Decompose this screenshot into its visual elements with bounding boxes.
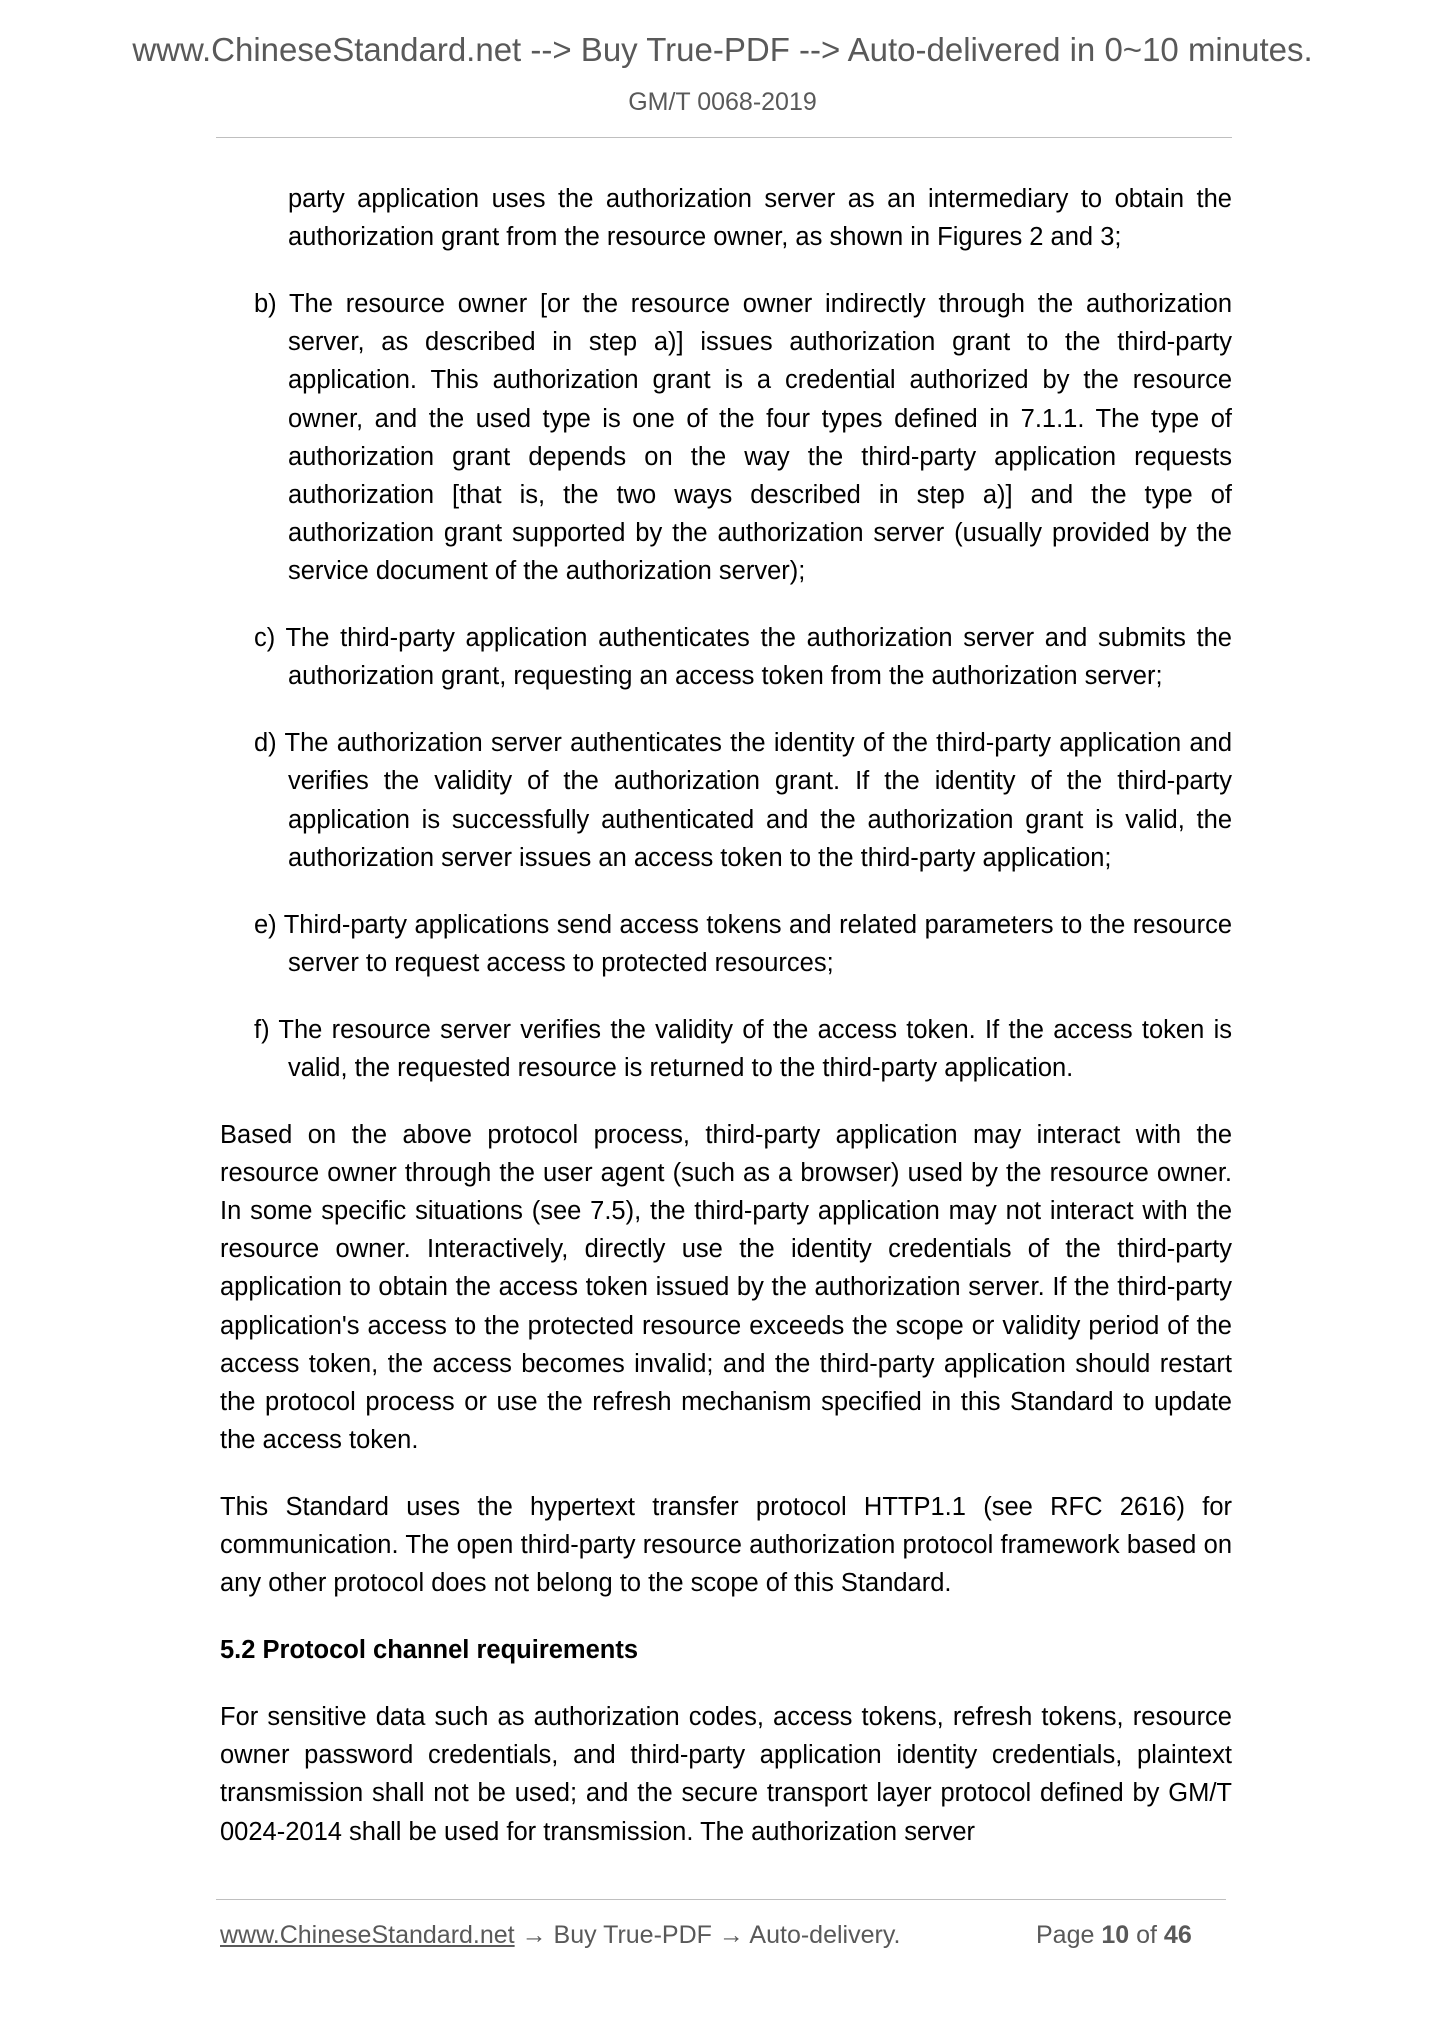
footer-divider [216,1899,1226,1900]
arrow-right-icon: → [514,1921,554,1949]
arrow-right-icon: → [711,1921,750,1949]
paragraph-channel-requirements: For sensitive data such as authorization codes, access tokens, refresh tokens, resource owner password credentials, and third-party application identity credentials, plaintext transmission shall not be used; and the secure transport layer protocol defined by GM/T 0024-2014 shall be used for transmission. The authorization server [220,1703,1232,1846]
list-item-a-continued: party application uses the authorization server as an intermediary to obtain the authorization grant from the resource owner, as shown in Figures 2 and 3; [288,185,1232,252]
page-indicator [1036,1918,1192,1952]
list-item-f: f) The resource server verifies the validity of the access token. If the access token is valid, the requested resource is returned to the third-party application. [254,1015,1232,1082]
list-item-b: b) The resource owner [or the resource owner indirectly through the authorization server, as described in step a)] issues authorization grant to the third-party application. This authorization grant is a credential authorized by the resource owner, and the used type is one of the four types defined in 7.1.1. The type of authorization grant depends on the way the third-party application requests authorization [that is, the two ways described in step a)] and the type of authorization grant supported by the authorization server (usually provided by the service document of the authorization server); [254,290,1232,586]
site-link[interactable]: www.ChineseStandard.net [220,1921,515,1949]
document-code: GM/T 0068-2019 [628,88,817,116]
buy-text: Buy True-PDF [553,1921,712,1949]
footer-links [220,1918,900,1952]
of-label: of [1136,1921,1157,1949]
page-total: 46 [1163,1921,1192,1949]
page-label: Page [1036,1921,1095,1949]
section-heading: 5.2 Protocol channel requirements [220,1636,639,1665]
page-number: 10 [1101,1921,1130,1949]
paragraph-protocol-process: Based on the above protocol process, third-party application may interact with the resource owner through the user agent (such as a browser) used by the resource owner. In some specific situations (see 7.5), the third-party application may not interact with the resource owner. Interactively, directly use the identity credentials of the third-party application to obtain the access token issued by the authorization server. If the third-party application's access to the protected resource exceeds the scope or validity period of the access token, the access becomes invalid; and the third-party application should restart the protocol process or use the refresh mechanism specified in this Standard to update the access token. [220,1120,1232,1455]
list-item-c: c) The third-party application authenticates the authorization server and submits the authorization grant, requesting an access token from the authorization server; [254,624,1232,691]
site-banner: www.ChineseStandard.net --> Buy True-PDF --> Auto-delivered in 0~10 minutes. [132,31,1313,68]
list-item-e: e) Third-party applications send access tokens and related parameters to the resource server to request access to protected resources; [254,910,1232,977]
page-content [220,180,1232,1879]
delivery-text: Auto-delivery. [749,1921,901,1949]
paragraph-http: This Standard uses the hypertext transfer protocol HTTP1.1 (see RFC 2616) for communication. The open third-party resource authorization protocol framework based on any other protocol does not belong to the scope of this Standard. [220,1493,1232,1598]
header-divider [216,137,1232,138]
list-item-d: d) The authorization server authenticates the identity of the third-party application and verifies the validity of the authorization grant. If the identity of the third-party application is successfully authenticated and the authorization grant is valid, the authorization server issues an access token to the third-party application; [254,729,1232,872]
